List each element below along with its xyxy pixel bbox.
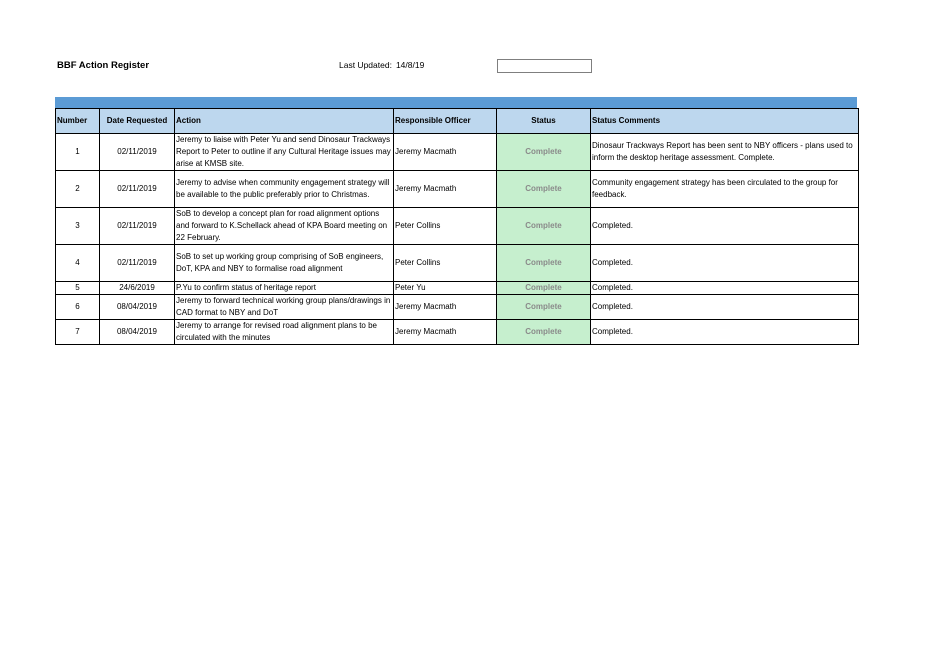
cell-number: 1 [56,134,100,171]
table-row [56,245,859,282]
header-band [55,97,857,108]
cell-comments: Completed. [591,295,859,320]
cell-comments: Dinosaur Trackways Report has been sent to NBY officers - plans used to inform the desktop heritage assessment. Complete. [591,134,859,171]
cell-comments: Completed. [591,282,859,295]
cell-date: 24/6/2019 [100,282,175,295]
cell-action: Jeremy to forward technical working group plans/drawings in CAD format to NBY and DoT [175,295,394,320]
cell-comments: Completed. [591,320,859,345]
table-row [56,295,859,320]
cell-action: P.Yu to confirm status of heritage report [175,282,394,295]
cell-status: Complete [497,245,591,282]
cell-officer: Jeremy Macmath [394,134,497,171]
cell-status: Complete [497,171,591,208]
cell-status: Complete [497,282,591,295]
cell-status: Complete [497,295,591,320]
cell-action: Jeremy to liaise with Peter Yu and send Dinosaur Trackways Report to Peter to outline if any Cultural Heritage issues may arise at KMSB site. [175,134,394,171]
table-row [56,320,859,345]
last-updated [339,60,424,70]
register-title: BBF Action Register [57,60,150,71]
cell-date: 02/11/2019 [100,171,175,208]
col-header-officer: Responsible Officer [394,109,497,134]
cell-number: 5 [56,282,100,295]
cell-comments: Completed. [591,245,859,282]
cell-number: 7 [56,320,100,345]
cell-officer: Jeremy Macmath [394,171,497,208]
empty-cell-box[interactable] [497,59,592,73]
table-row [56,208,859,245]
cell-date: 02/11/2019 [100,134,175,171]
last-updated-value: 14/8/19 [395,60,425,70]
cell-action: SoB to set up working group comprising of SoB engineers, DoT, KPA and NBY to formalise road alignment [175,245,394,282]
cell-date: 02/11/2019 [100,208,175,245]
cell-status: Complete [497,208,591,245]
cell-officer: Peter Yu [394,282,497,295]
last-updated-label: Last Updated: [339,60,392,70]
cell-action: Jeremy to arrange for revised road alignment plans to be circulated with the minutes [175,320,394,345]
cell-number: 3 [56,208,100,245]
cell-date: 08/04/2019 [100,320,175,345]
cell-comments: Completed. [591,208,859,245]
cell-comments: Community engagement strategy has been circulated to the group for feedback. [591,171,859,208]
col-header-comments: Status Comments [591,109,859,134]
cell-status: Complete [497,134,591,171]
col-header-date: Date Requested [100,109,175,134]
table-row [56,282,859,295]
table-row [56,134,859,171]
cell-officer: Peter Collins [394,208,497,245]
col-header-number: Number [56,109,100,134]
cell-officer: Jeremy Macmath [394,320,497,345]
cell-number: 4 [56,245,100,282]
col-header-action: Action [175,109,394,134]
cell-action: Jeremy to advise when community engagement strategy will be available to the public preferably prior to Christmas. [175,171,394,208]
cell-action: SoB to develop a concept plan for road alignment options and forward to K.Schellack ahead of KPA Board meeting on 22 February. [175,208,394,245]
col-header-status: Status [497,109,591,134]
table-header-row [56,109,859,134]
table-row [56,171,859,208]
cell-date: 02/11/2019 [100,245,175,282]
action-register-table [55,108,859,345]
cell-number: 6 [56,295,100,320]
cell-status: Complete [497,320,591,345]
cell-date: 08/04/2019 [100,295,175,320]
cell-officer: Jeremy Macmath [394,295,497,320]
cell-officer: Peter Collins [394,245,497,282]
cell-number: 2 [56,171,100,208]
